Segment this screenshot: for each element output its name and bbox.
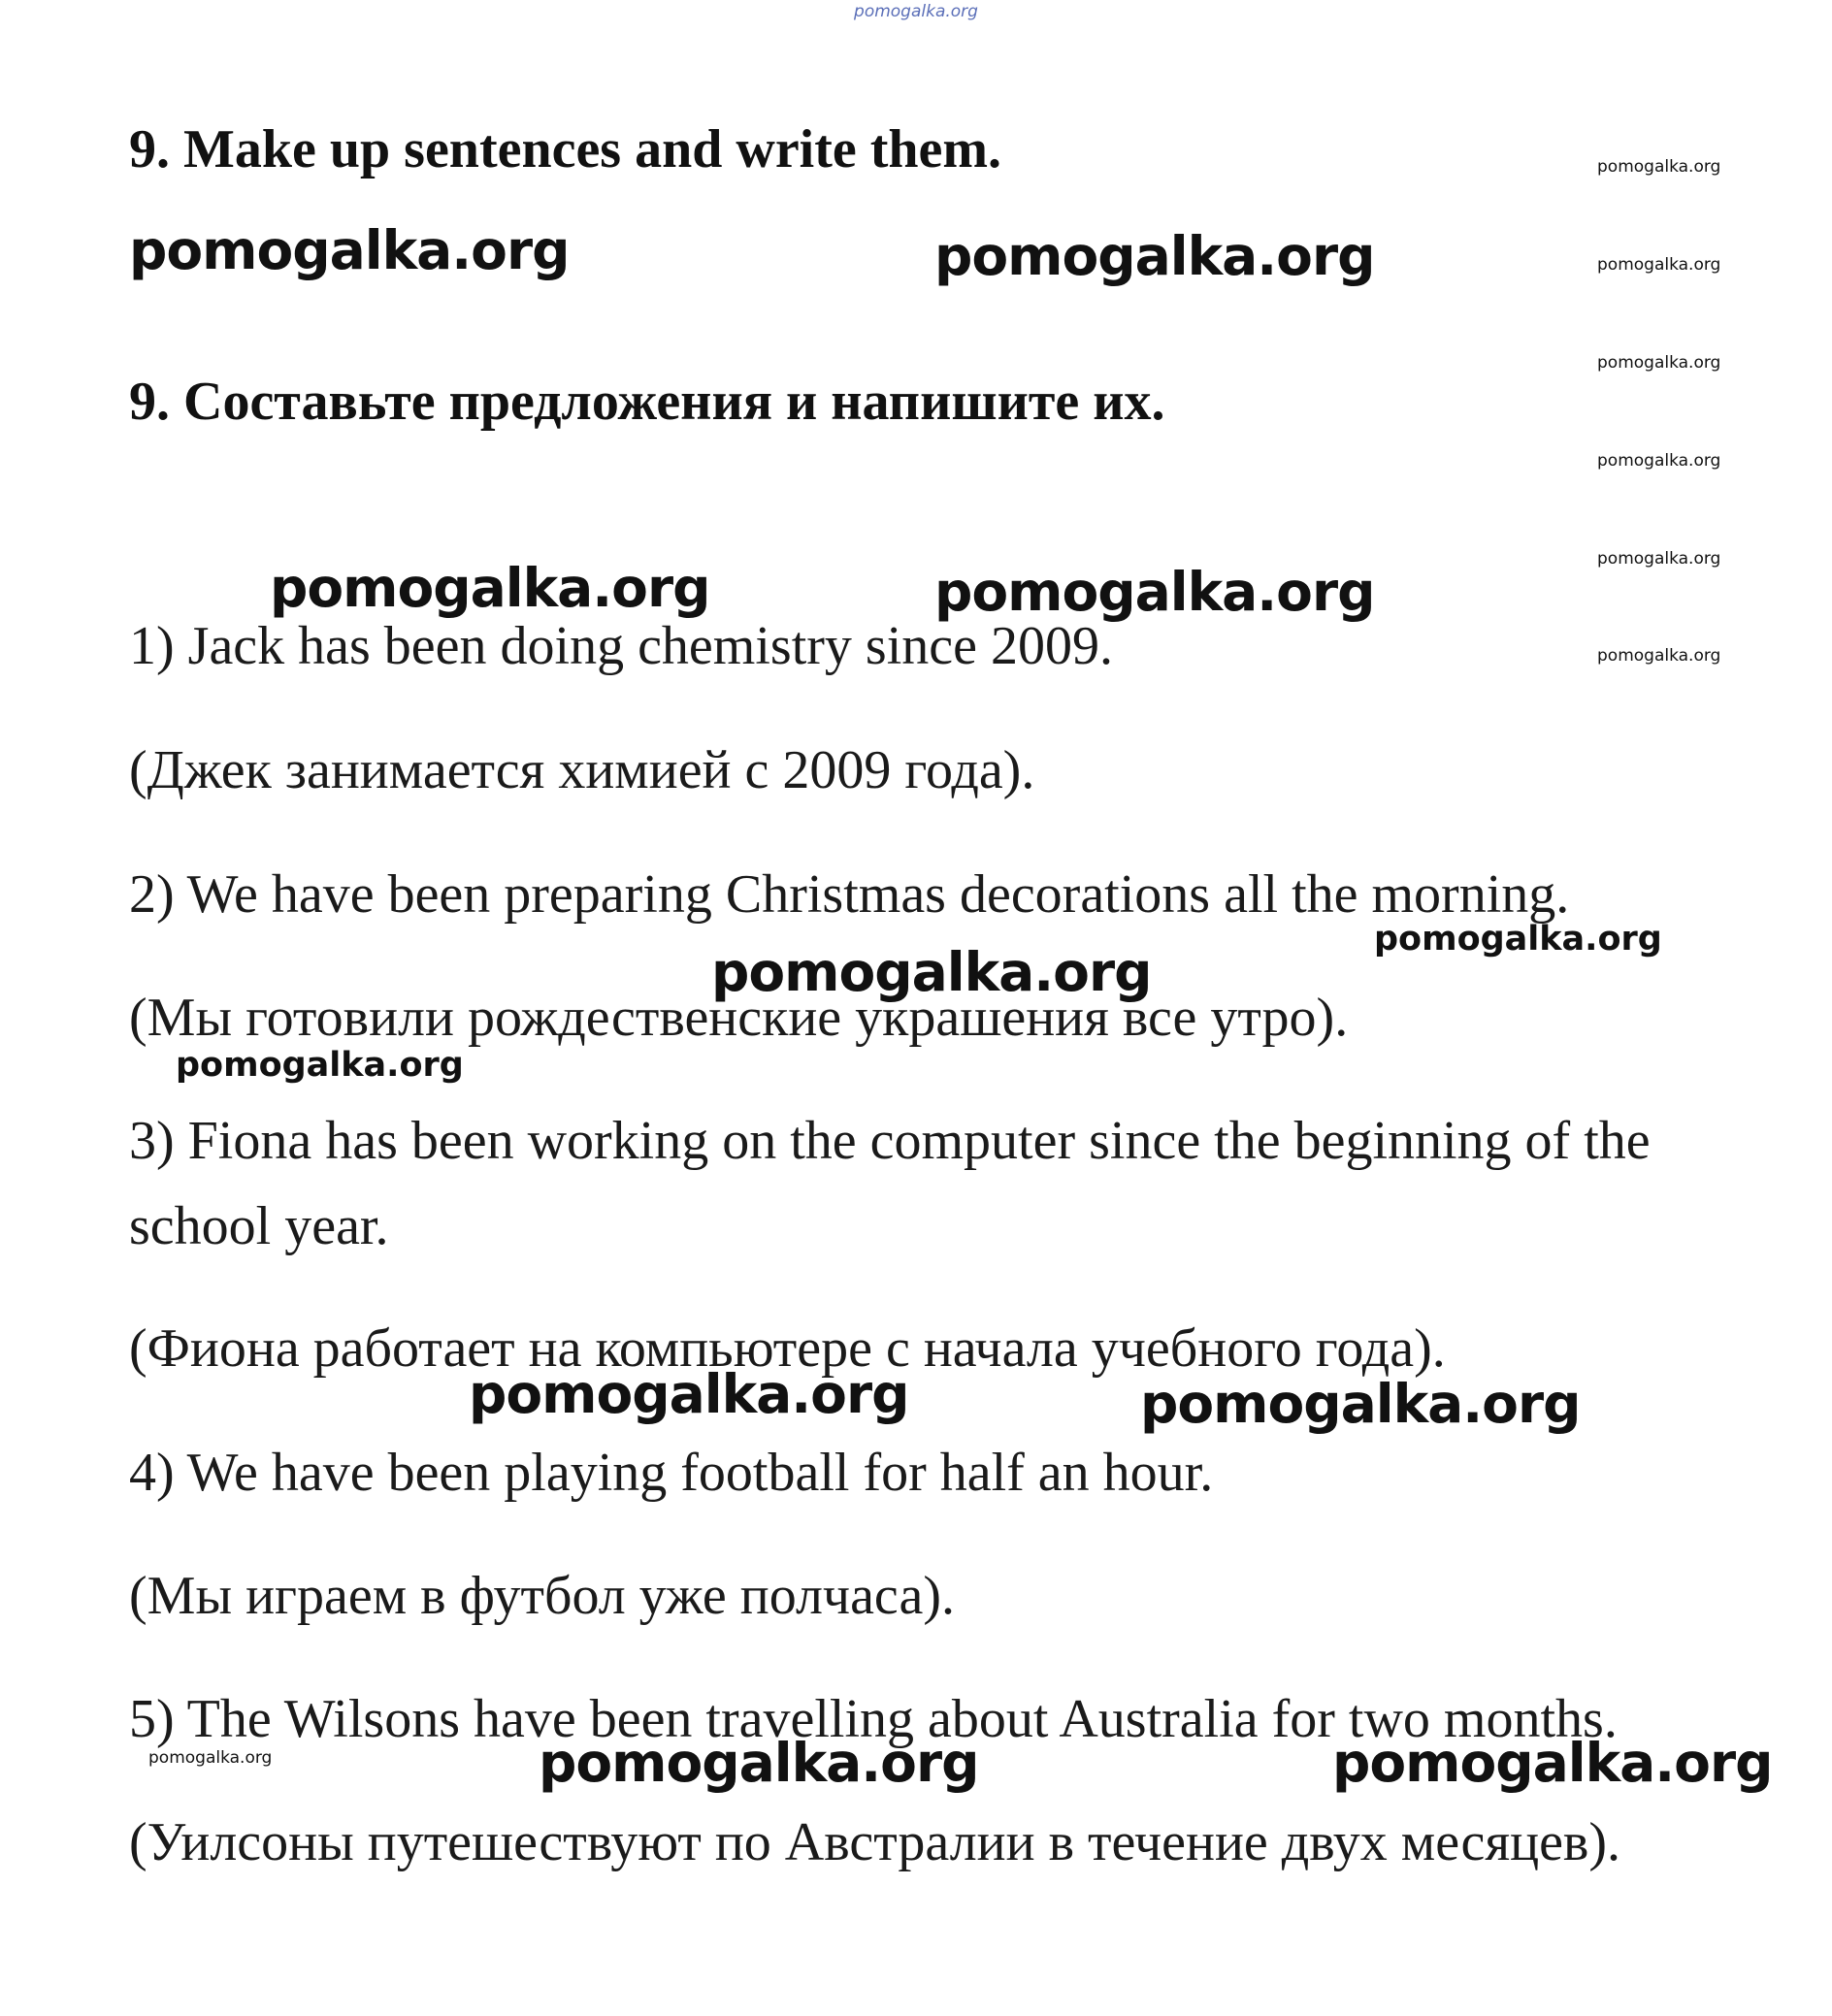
watermark-small: pomogalka.org bbox=[1597, 549, 1721, 569]
watermark-large: pomogalka.org bbox=[539, 1732, 979, 1794]
sentence-russian: (Мы играем в футбол уже полчаса). bbox=[129, 1566, 955, 1626]
watermark-medium: pomogalka.org bbox=[1374, 920, 1662, 959]
site-link[interactable]: pomogalka.org bbox=[854, 2, 978, 21]
watermark-small: pomogalka.org bbox=[1597, 255, 1721, 275]
watermark-large: pomogalka.org bbox=[934, 225, 1375, 287]
watermark-small: pomogalka.org bbox=[1597, 451, 1721, 471]
sentence-english: 1) Jack has been doing chemistry since 2009. bbox=[129, 616, 1113, 676]
heading-english: 9. Make up sentences and write them. bbox=[129, 119, 1002, 179]
sentence-english: 3) Fiona has been working on the computer since the beginning of the bbox=[129, 1111, 1651, 1171]
watermark-large: pomogalka.org bbox=[469, 1363, 909, 1425]
watermark-small: pomogalka.org bbox=[1597, 157, 1721, 177]
watermark-large: pomogalka.org bbox=[934, 561, 1375, 623]
watermark-medium: pomogalka.org bbox=[176, 1046, 464, 1085]
watermark-large: pomogalka.org bbox=[711, 941, 1152, 1003]
sentence-english: 4) We have been playing football for half an hour. bbox=[129, 1443, 1214, 1503]
watermark-small: pomogalka.org bbox=[148, 1748, 273, 1768]
watermark-large: pomogalka.org bbox=[270, 557, 710, 619]
sentence-russian: (Уилсоны путешествуют по Австралии в течение двух месяцев). bbox=[129, 1812, 1621, 1872]
watermark-small: pomogalka.org bbox=[1597, 646, 1721, 666]
sentence-russian: (Джек занимается химией с 2009 года). bbox=[129, 740, 1035, 800]
watermark-large: pomogalka.org bbox=[1332, 1732, 1773, 1794]
watermark-large: pomogalka.org bbox=[1140, 1373, 1581, 1435]
sentence-english: 5) The Wilsons have been travelling about Australia for two months. bbox=[129, 1689, 1618, 1749]
watermark-small: pomogalka.org bbox=[1597, 353, 1721, 373]
watermark-large: pomogalka.org bbox=[129, 219, 570, 281]
sentence-english: 2) We have been preparing Christmas decorations all the morning. bbox=[129, 864, 1570, 925]
sentence-russian: (Мы готовили рождественские украшения все утро). bbox=[129, 988, 1349, 1048]
sentence-english-continued: school year. bbox=[129, 1196, 389, 1256]
sentence-russian: (Фиона работает на компьютере с начала учебного года). bbox=[129, 1318, 1446, 1379]
heading-russian: 9. Составьте предложения и напишите их. bbox=[129, 372, 1165, 432]
